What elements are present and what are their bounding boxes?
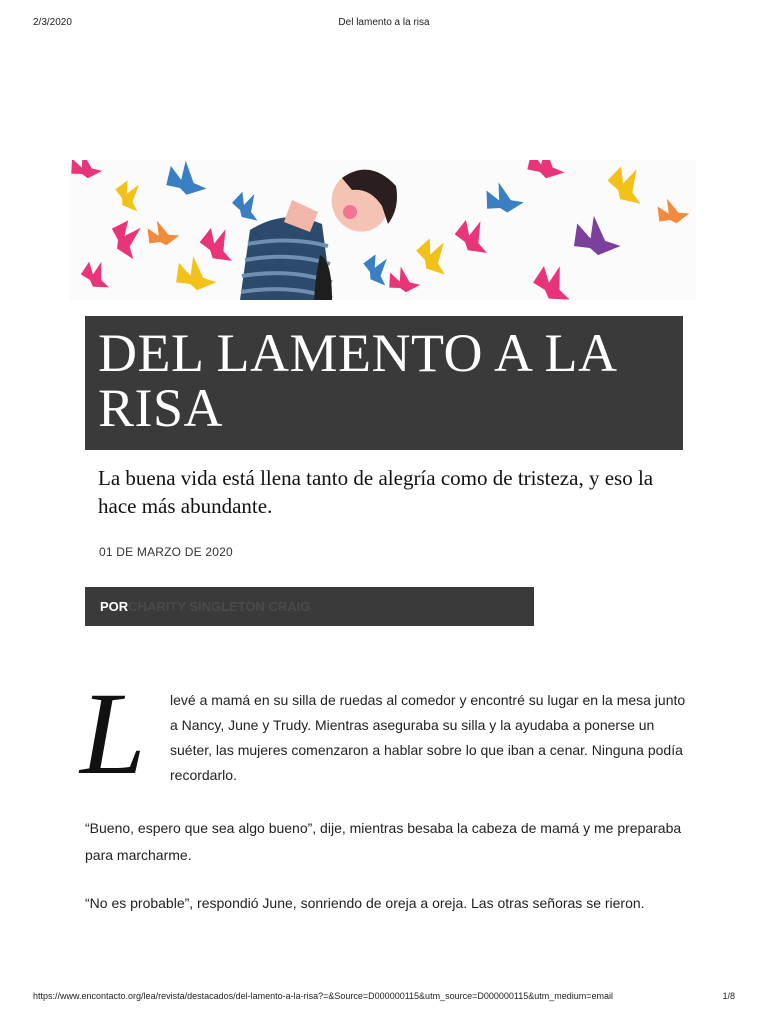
author-prefix: POR bbox=[100, 599, 129, 614]
paragraph-3: “No es probable”, respondió June, sonriendo de oreja a oreja. Las otras señoras se rieron. bbox=[85, 895, 645, 911]
page-number: 1/8 bbox=[722, 991, 735, 1001]
author-link[interactable]: CHARITY SINGLETON CRAIG bbox=[128, 599, 311, 614]
author-bar bbox=[85, 587, 534, 626]
drop-cap: L bbox=[80, 668, 146, 799]
article-subtitle: La buena vida está llena tanto de alegría como de tristeza, y eso la hace más abundante. bbox=[98, 466, 654, 518]
paragraph-2: “Bueno, espero que sea algo bueno”, dije, mientras besaba la cabeza de mamá y me preparaba para marcharme. bbox=[85, 820, 682, 863]
article-title: DEL LAMENTO A LA RISA bbox=[98, 323, 615, 438]
print-date: 2/3/2020 bbox=[33, 17, 72, 28]
print-header bbox=[0, 17, 768, 31]
publication-date: 01 DE MARZO DE 2020 bbox=[99, 545, 233, 559]
hero-illustration bbox=[70, 160, 696, 300]
page-url: https://www.encontacto.org/lea/revista/destacados/del-lamento-a-la-risa?=&Source=D000000115&utm_source=D000000115&utm_medium=email bbox=[33, 991, 613, 1001]
print-title: Del lamento a la risa bbox=[338, 17, 430, 28]
article-title-box bbox=[85, 316, 683, 450]
paragraph-1: levé a mamá en su silla de ruedas al comedor y encontré su lugar en la mesa junto a Nancy, June y Trudy. Mientras aseguraba su silla y la ayudaba a ponerse un suéter, las mujeres comenzaron a hablar sobre lo que iban a cenar. Ninguna podía recordarlo. bbox=[170, 692, 686, 783]
